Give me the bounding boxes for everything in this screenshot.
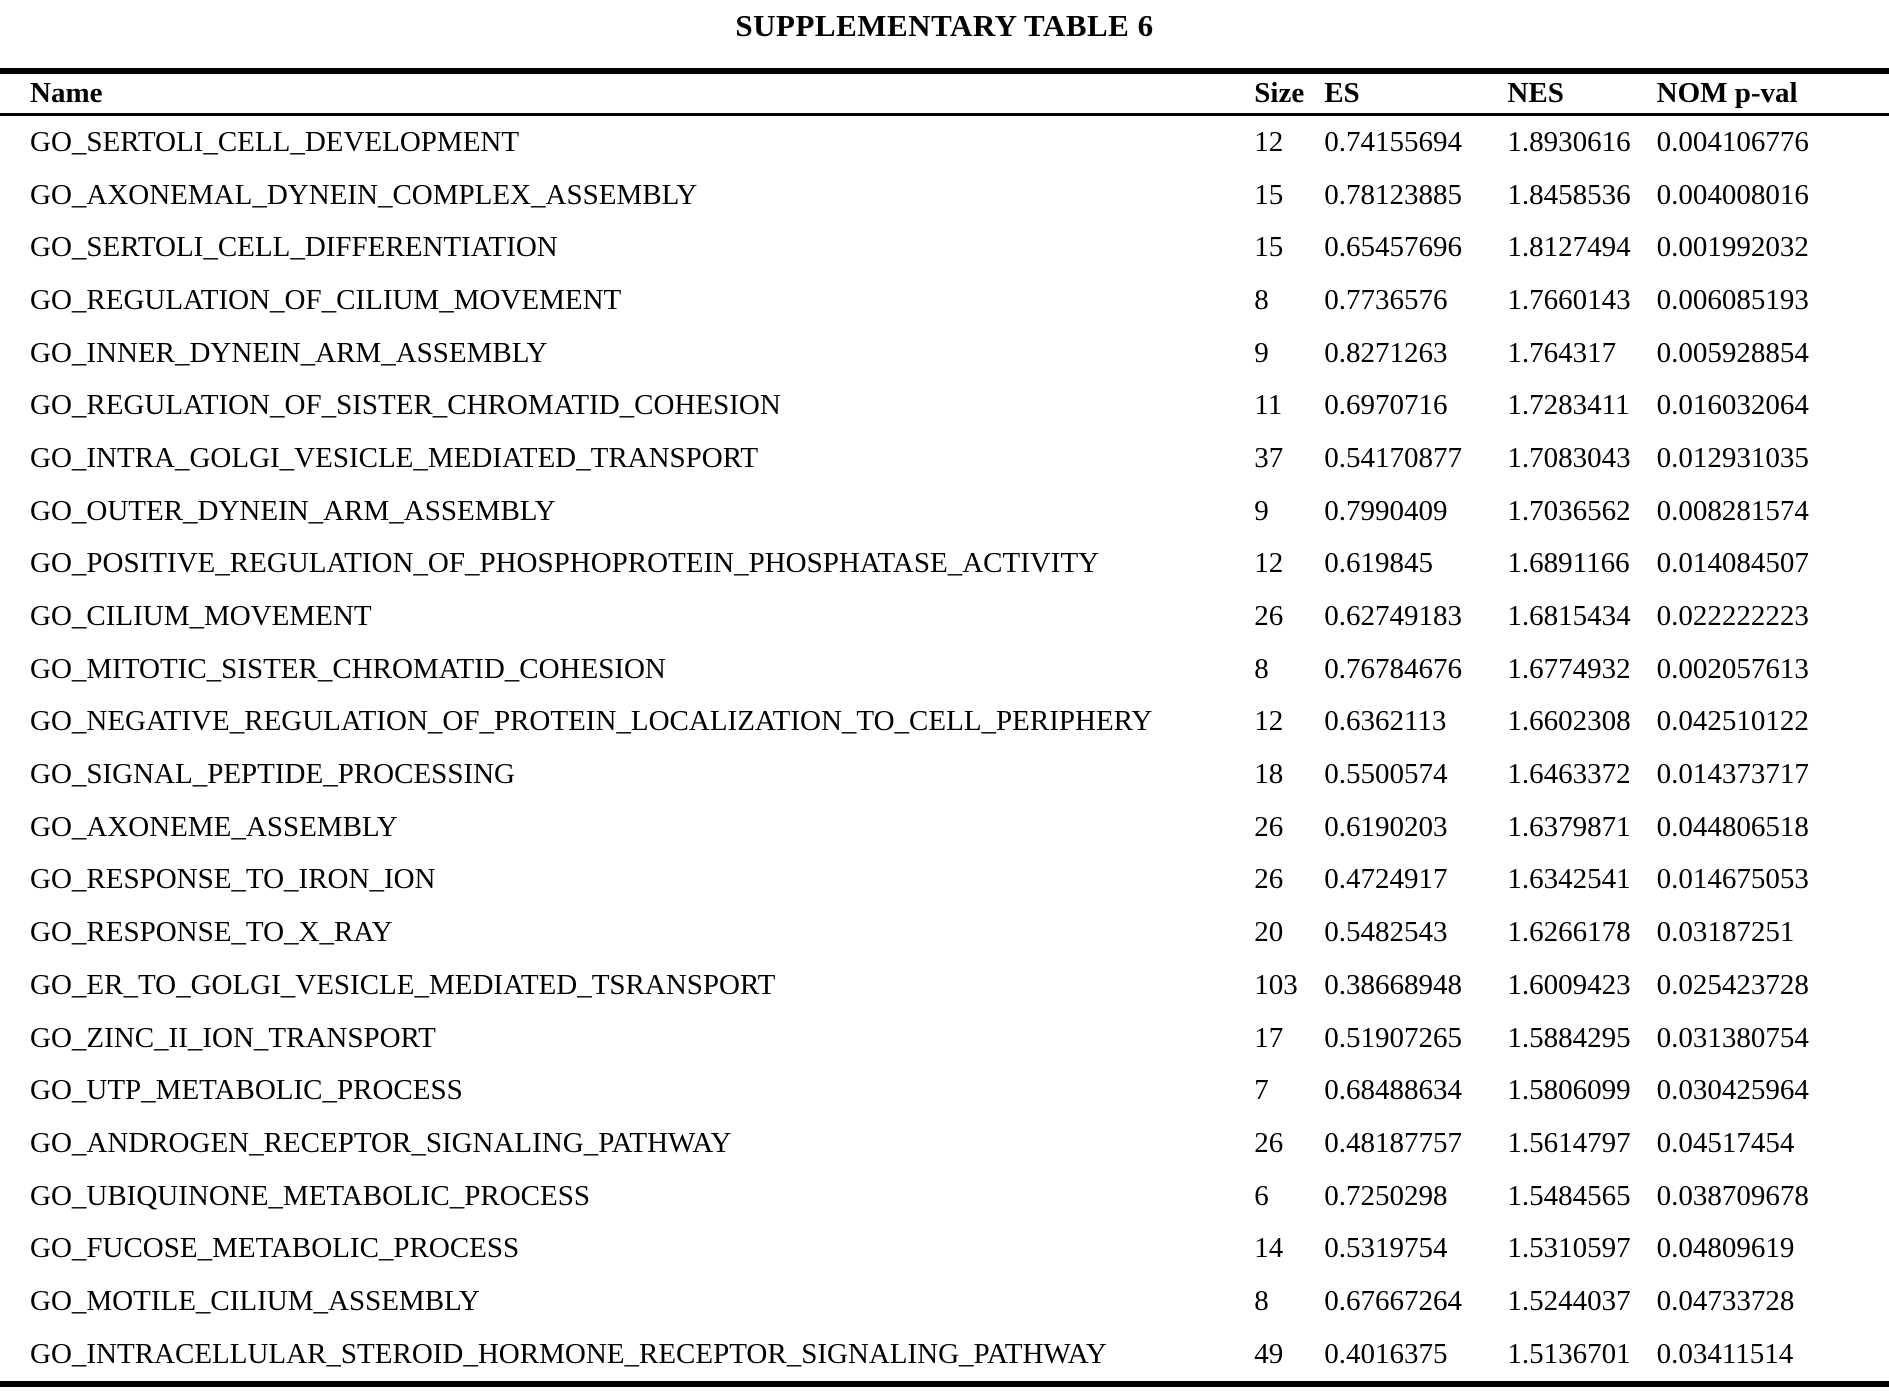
cell-name: GO_RESPONSE_TO_X_RAY: [30, 916, 393, 949]
cell-es: 0.6970716: [1324, 389, 1448, 422]
page-title: SUPPLEMENTARY TABLE 6: [735, 8, 1154, 43]
cell-es: 0.7990409: [1324, 494, 1448, 527]
cell-nes: 1.5136701: [1507, 1337, 1631, 1370]
column-header-size: Size: [1254, 71, 1324, 115]
cell-nes: 1.7083043: [1507, 441, 1631, 474]
cell-size: 9: [1254, 494, 1269, 527]
cell-nom-pval: 0.04733728: [1656, 1284, 1795, 1317]
cell-name: GO_REGULATION_OF_CILIUM_MOVEMENT: [30, 283, 622, 316]
cell-nes: 1.8458536: [1507, 178, 1631, 211]
cell-size: 12: [1254, 705, 1284, 738]
cell-nes: 1.7660143: [1507, 283, 1631, 316]
cell-es: 0.619845: [1324, 547, 1433, 580]
table-row: [0, 1170, 1889, 1223]
table-row: [0, 169, 1889, 222]
cell-nom-pval: 0.042510122: [1656, 705, 1809, 738]
cell-nom-pval: 0.022222223: [1656, 600, 1809, 633]
table-row: [0, 1012, 1889, 1065]
cell-size: 26: [1254, 600, 1284, 633]
cell-es: 0.5482543: [1324, 916, 1448, 949]
table-row: [0, 854, 1889, 907]
cell-name: GO_CILIUM_MOVEMENT: [30, 600, 372, 633]
cell-nes: 1.6379871: [1507, 810, 1631, 843]
cell-nes: 1.6602308: [1507, 705, 1631, 738]
cell-es: 0.6190203: [1324, 810, 1448, 843]
cell-es: 0.4724917: [1324, 863, 1448, 896]
table-row: [0, 1222, 1889, 1275]
cell-name: GO_INNER_DYNEIN_ARM_ASSEMBLY: [30, 336, 548, 369]
cell-es: 0.4016375: [1324, 1337, 1448, 1370]
cell-nom-pval: 0.001992032: [1656, 231, 1809, 264]
table-row: [0, 432, 1889, 485]
cell-es: 0.78123885: [1324, 178, 1462, 211]
cell-size: 6: [1254, 1179, 1269, 1212]
cell-nom-pval: 0.04517454: [1656, 1126, 1795, 1159]
cell-es: 0.62749183: [1324, 600, 1462, 633]
table-row: [0, 906, 1889, 959]
cell-size: 26: [1254, 810, 1284, 843]
cell-es: 0.65457696: [1324, 231, 1462, 264]
cell-size: 9: [1254, 336, 1269, 369]
table-row: [0, 115, 1889, 169]
cell-size: 20: [1254, 916, 1284, 949]
cell-size: 15: [1254, 231, 1284, 264]
cell-es: 0.38668948: [1324, 968, 1462, 1001]
cell-nes: 1.5244037: [1507, 1284, 1631, 1317]
cell-name: GO_AXONEMAL_DYNEIN_COMPLEX_ASSEMBLY: [30, 178, 698, 211]
cell-size: 15: [1254, 178, 1284, 211]
cell-nom-pval: 0.005928854: [1656, 336, 1809, 369]
cell-nes: 1.5806099: [1507, 1074, 1631, 1107]
table-row: [0, 379, 1889, 432]
header-row: [0, 71, 1889, 115]
cell-nom-pval: 0.014084507: [1656, 547, 1809, 580]
supplementary-table: [0, 68, 1889, 1387]
cell-nes: 1.5484565: [1507, 1179, 1631, 1212]
table-row: [0, 485, 1889, 538]
cell-nom-pval: 0.030425964: [1656, 1074, 1809, 1107]
table-row: [0, 748, 1889, 801]
cell-nes: 1.8127494: [1507, 231, 1631, 264]
table-row: [0, 590, 1889, 643]
cell-nes: 1.6266178: [1507, 916, 1631, 949]
cell-name: GO_OUTER_DYNEIN_ARM_ASSEMBLY: [30, 494, 556, 527]
cell-name: GO_UBIQUINONE_METABOLIC_PROCESS: [30, 1179, 590, 1212]
cell-nom-pval: 0.038709678: [1656, 1179, 1809, 1212]
cell-nes: 1.5884295: [1507, 1021, 1631, 1054]
cell-nom-pval: 0.025423728: [1656, 968, 1809, 1001]
cell-name: GO_RESPONSE_TO_IRON_ION: [30, 863, 436, 896]
cell-nes: 1.6342541: [1507, 863, 1631, 896]
cell-size: 7: [1254, 1074, 1269, 1107]
cell-nom-pval: 0.016032064: [1656, 389, 1809, 422]
table-row: [0, 1328, 1889, 1384]
table-row: [0, 221, 1889, 274]
cell-name: GO_SERTOLI_CELL_DIFFERENTIATION: [30, 231, 558, 264]
cell-name: GO_INTRACELLULAR_STEROID_HORMONE_RECEPTOR_SIGNALING_PATHWAY: [30, 1337, 1107, 1370]
cell-name: GO_MITOTIC_SISTER_CHROMATID_COHESION: [30, 652, 666, 685]
cell-nes: 1.5310597: [1507, 1232, 1631, 1265]
cell-es: 0.6362113: [1324, 705, 1447, 738]
cell-es: 0.7250298: [1324, 1179, 1448, 1212]
cell-size: 18: [1254, 758, 1284, 791]
cell-nom-pval: 0.04809619: [1656, 1232, 1795, 1265]
table-row: [0, 1064, 1889, 1117]
cell-es: 0.7736576: [1324, 283, 1448, 316]
cell-size: 8: [1254, 283, 1269, 316]
cell-nom-pval: 0.044806518: [1656, 810, 1809, 843]
cell-nom-pval: 0.012931035: [1656, 441, 1809, 474]
table-row: [0, 327, 1889, 380]
cell-nom-pval: 0.004106776: [1656, 125, 1809, 158]
cell-nom-pval: 0.004008016: [1656, 178, 1809, 211]
cell-nes: 1.5614797: [1507, 1126, 1631, 1159]
table-row: [0, 1117, 1889, 1170]
cell-nom-pval: 0.006085193: [1656, 283, 1809, 316]
cell-es: 0.76784676: [1324, 652, 1462, 685]
cell-size: 11: [1254, 389, 1283, 422]
cell-nom-pval: 0.014373717: [1656, 758, 1809, 791]
cell-size: 26: [1254, 863, 1284, 896]
cell-nom-pval: 0.008281574: [1656, 494, 1809, 527]
cell-nes: 1.6009423: [1507, 968, 1631, 1001]
cell-nes: 1.764317: [1507, 336, 1617, 369]
column-header-es: ES: [1324, 71, 1507, 115]
table-row: [0, 538, 1889, 591]
cell-nes: 1.7283411: [1507, 389, 1630, 422]
cell-size: 12: [1254, 125, 1284, 158]
cell-nes: 1.7036562: [1507, 494, 1631, 527]
table-row: [0, 1275, 1889, 1328]
table-row: [0, 696, 1889, 749]
cell-name: GO_AXONEME_ASSEMBLY: [30, 810, 398, 843]
cell-size: 17: [1254, 1021, 1284, 1054]
cell-name: GO_ER_TO_GOLGI_VESICLE_MEDIATED_TSRANSPORT: [30, 968, 776, 1001]
cell-name: GO_SIGNAL_PEPTIDE_PROCESSING: [30, 758, 515, 791]
cell-es: 0.48187757: [1324, 1126, 1462, 1159]
cell-es: 0.8271263: [1324, 336, 1448, 369]
table-row: [0, 959, 1889, 1012]
cell-nom-pval: 0.031380754: [1656, 1021, 1809, 1054]
cell-name: GO_SERTOLI_CELL_DEVELOPMENT: [30, 125, 520, 158]
table-row: [0, 801, 1889, 854]
cell-name: GO_ZINC_II_ION_TRANSPORT: [30, 1021, 436, 1054]
cell-size: 14: [1254, 1232, 1284, 1265]
cell-size: 37: [1254, 441, 1284, 474]
cell-nom-pval: 0.03411514: [1656, 1337, 1794, 1370]
cell-name: GO_NEGATIVE_REGULATION_OF_PROTEIN_LOCALIZATION_TO_CELL_PERIPHERY: [30, 705, 1153, 738]
table-row: [0, 643, 1889, 696]
cell-size: 49: [1254, 1337, 1284, 1370]
cell-name: GO_POSITIVE_REGULATION_OF_PHOSPHOPROTEIN_PHOSPHATASE_ACTIVITY: [30, 547, 1100, 580]
cell-es: 0.51907265: [1324, 1021, 1462, 1054]
cell-es: 0.74155694: [1324, 125, 1462, 158]
column-header-nes: NES: [1507, 71, 1656, 115]
cell-nes: 1.6891166: [1507, 547, 1630, 580]
cell-name: GO_REGULATION_OF_SISTER_CHROMATID_COHESION: [30, 389, 781, 422]
cell-size: 8: [1254, 1284, 1269, 1317]
cell-es: 0.68488634: [1324, 1074, 1462, 1107]
cell-es: 0.67667264: [1324, 1284, 1462, 1317]
cell-nes: 1.6774932: [1507, 652, 1631, 685]
cell-size: 26: [1254, 1126, 1284, 1159]
cell-size: 8: [1254, 652, 1269, 685]
cell-name: GO_MOTILE_CILIUM_ASSEMBLY: [30, 1284, 480, 1317]
cell-nes: 1.6815434: [1507, 600, 1631, 633]
cell-nom-pval: 0.03187251: [1656, 916, 1795, 949]
cell-nom-pval: 0.014675053: [1656, 863, 1809, 896]
cell-size: 103: [1254, 968, 1298, 1001]
cell-name: GO_ANDROGEN_RECEPTOR_SIGNALING_PATHWAY: [30, 1126, 732, 1159]
table-row: [0, 274, 1889, 327]
cell-name: GO_UTP_METABOLIC_PROCESS: [30, 1074, 463, 1107]
cell-nes: 1.6463372: [1507, 758, 1631, 791]
table-body: [0, 115, 1889, 1384]
cell-nes: 1.8930616: [1507, 125, 1631, 158]
cell-name: GO_FUCOSE_METABOLIC_PROCESS: [30, 1232, 520, 1265]
cell-es: 0.54170877: [1324, 441, 1462, 474]
cell-name: GO_INTRA_GOLGI_VESICLE_MEDIATED_TRANSPORT: [30, 441, 759, 474]
cell-nom-pval: 0.002057613: [1656, 652, 1809, 685]
cell-size: 12: [1254, 547, 1284, 580]
column-header-nom-pval: NOM p-val: [1657, 71, 1889, 115]
cell-es: 0.5500574: [1324, 758, 1448, 791]
column-header-name: Name: [0, 71, 1254, 115]
cell-es: 0.5319754: [1324, 1232, 1448, 1265]
